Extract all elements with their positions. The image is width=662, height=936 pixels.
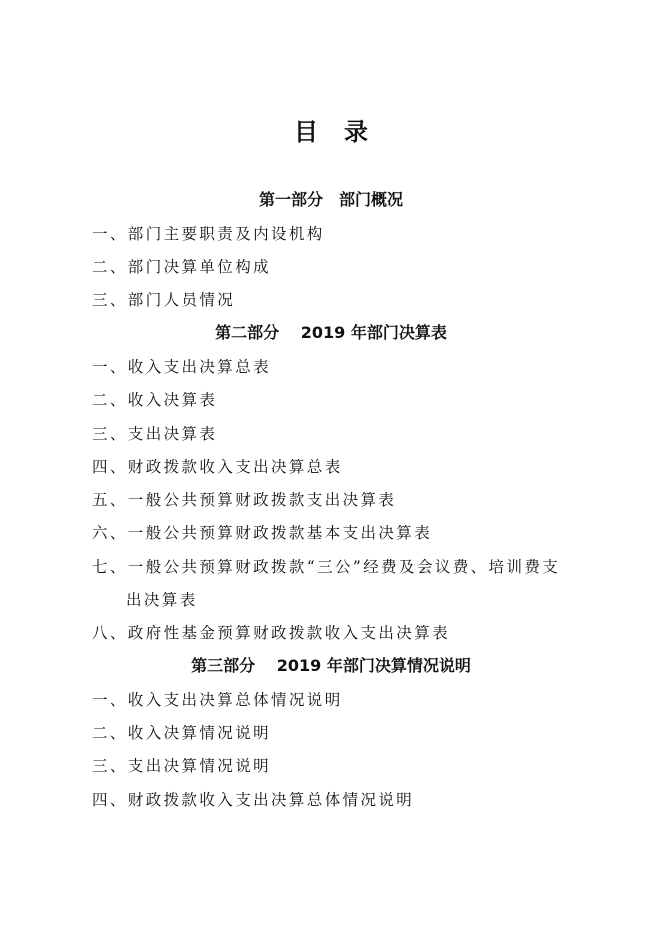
toc-item[interactable]: 一、收入支出决算总体情况说明 [92,691,343,709]
toc-item[interactable]: 七、一般公共预算财政拨款“三公”经费及会议费、培训费支 [92,558,561,576]
toc-item[interactable]: 六、一般公共预算财政拨款基本支出决算表 [92,524,433,542]
part-two-heading: 第二部分 2019 年部门决算表 [215,323,447,342]
toc-item[interactable]: 三、支出决算情况说明 [92,757,272,775]
page-title: 目录 [294,118,394,146]
toc-item[interactable]: 三、部门人员情况 [92,291,236,309]
toc-item[interactable]: 四、财政拨款收入支出决算总表 [92,458,343,476]
part-three-heading: 第三部分 2019 年部门决算情况说明 [191,656,471,675]
toc-item[interactable]: 八、政府性基金预算财政拨款收入支出决算表 [92,624,451,642]
toc-item[interactable]: 三、支出决算表 [92,425,218,443]
part-one-heading: 第一部分 部门概况 [258,190,403,209]
toc-item[interactable]: 二、收入决算表 [92,391,218,409]
toc-item[interactable]: 一、部门主要职责及内设机构 [92,225,325,243]
toc-item[interactable]: 二、部门决算单位构成 [92,258,272,276]
toc-item-continuation[interactable]: 出决算表 [126,591,198,609]
toc-item[interactable]: 五、一般公共预算财政拨款支出决算表 [92,491,397,509]
toc-item[interactable]: 一、收入支出决算总表 [92,358,272,376]
toc-item[interactable]: 二、收入决算情况说明 [92,724,272,742]
toc-item[interactable]: 四、财政拨款收入支出决算总体情况说明 [92,791,415,809]
